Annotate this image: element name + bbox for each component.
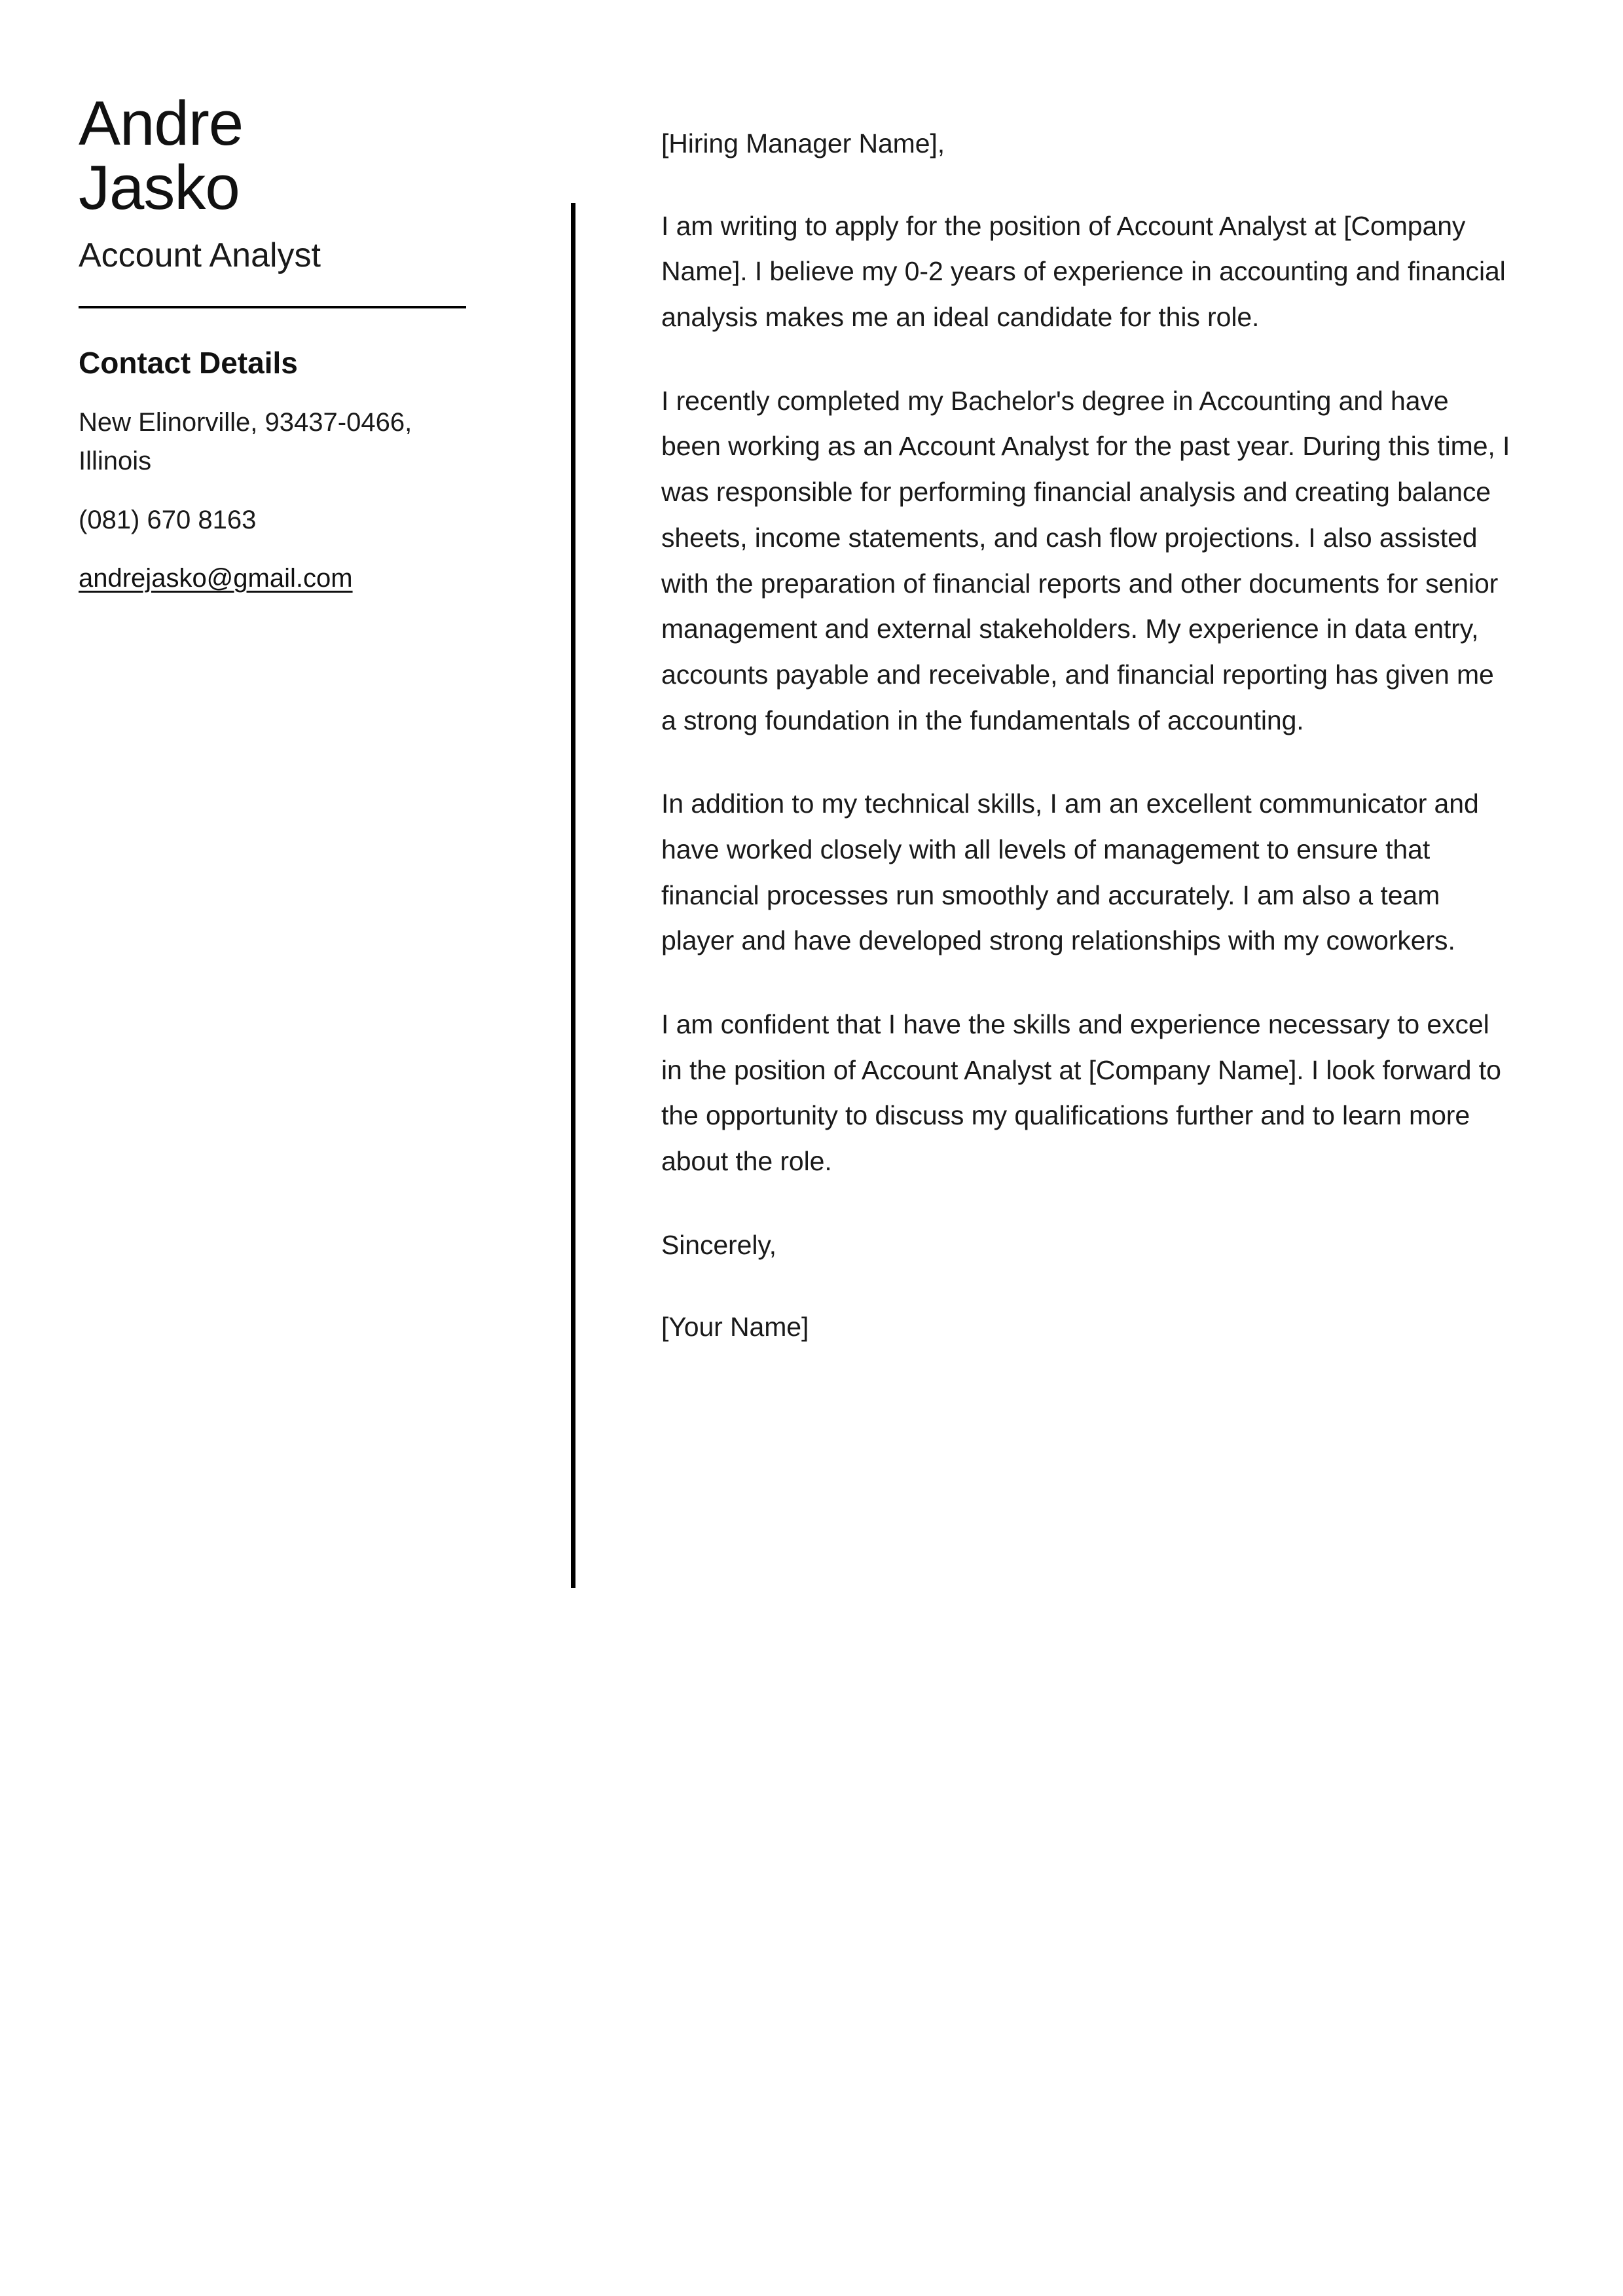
vertical-divider: [571, 203, 575, 1588]
job-title: Account Analyst: [79, 236, 321, 274]
candidate-name: [79, 88, 471, 223]
contact-email-link[interactable]: andrejasko@gmail.com: [79, 563, 353, 593]
letter-paragraph-4: I am confident that I have the skills and experience necessary to excel in the position of Account Analyst at [Company Name]. I look forward to the opportunity to discuss my qualifications further and to learn more about the role.: [661, 1009, 1501, 1177]
letter-paragraph-3: In addition to my technical skills, I am an excellent communicator and have worked closely with all levels of management to ensure that financial processes run smoothly and accurately. I am also a team player and have developed strong relationships with my coworkers.: [661, 788, 1479, 956]
letter-signature: [Your Name]: [661, 1312, 809, 1342]
sidebar: [79, 88, 471, 618]
contact-phone[interactable]: (081) 670 8163: [79, 505, 257, 534]
letter-body: [661, 121, 1512, 1350]
first-name: Andre: [79, 88, 244, 158]
sidebar-divider-rule: [79, 306, 466, 308]
letter-paragraph-2: I recently completed my Bachelor's degree in Accounting and have been working as an Account Analyst for the past year. During this time, I was responsible for performing financial analysis and creating balance sheets, income statements, and cash flow projections. I also assisted with the preparation of financial reports and other documents for senior management and external stakeholders. My experience in data entry, accounts payable and receivable, and financial reporting has given me a strong foundation in the fundamentals of accounting.: [661, 385, 1510, 735]
last-name: Jasko: [79, 152, 240, 223]
contact-address: New Elinorville, 93437-0466, Illinois: [79, 408, 412, 476]
contact-details-list: [79, 403, 471, 598]
letter-salutation: [Hiring Manager Name],: [661, 128, 945, 158]
contact-details-heading: Contact Details: [79, 346, 298, 380]
letter-paragraph-1: I am writing to apply for the position of Account Analyst at [Company Name]. I believe my 0-2 years of experience in accounting and financial analysis makes me an ideal candidate for this role.: [661, 210, 1506, 333]
letter-closing: Sincerely,: [661, 1229, 776, 1260]
